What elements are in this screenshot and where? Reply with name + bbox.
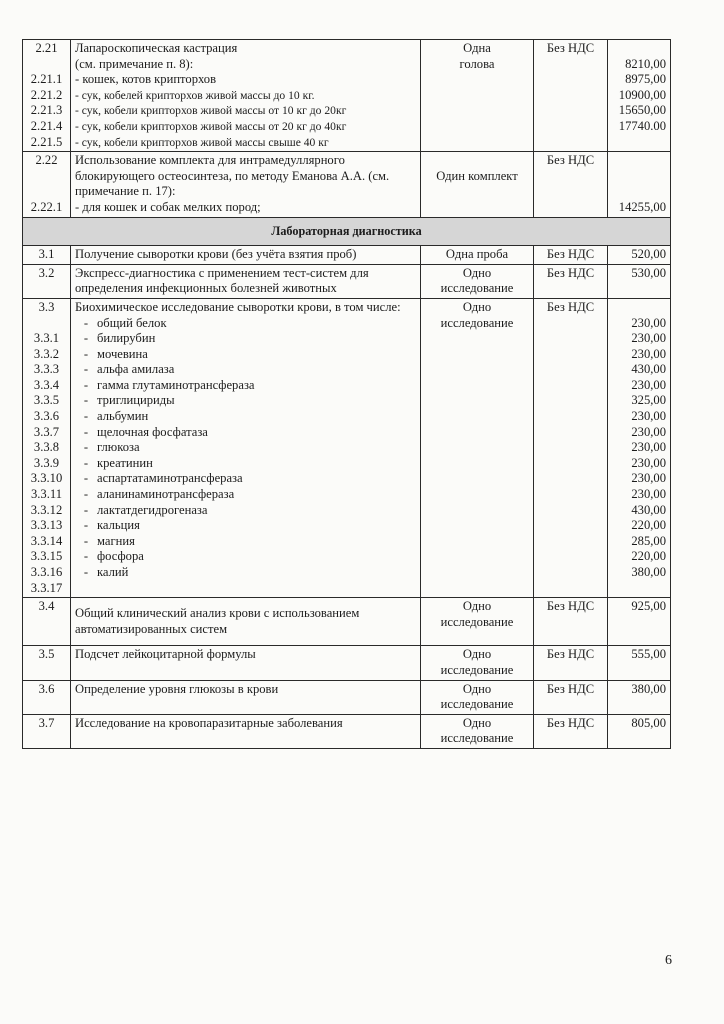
sub-item-price: 430,00 [631, 362, 666, 377]
price-cell: 530,00 [608, 264, 671, 298]
sub-item-price: 230,00 [631, 440, 666, 455]
sub-item-number: 3.3.4 [33, 377, 60, 392]
sub-item-name: калий [97, 565, 129, 579]
sub-item-name: магния [97, 533, 135, 548]
unit-cell: Один комплект [421, 152, 534, 217]
dash-marker: - [83, 549, 89, 564]
sub-item-price: 430,00 [631, 502, 666, 517]
price-cell: 520,00 [608, 246, 671, 265]
row-number-cell: 3.3 3.3.1 3.3.2 3.3.3 3.3.4 3.3.5 3.3.6 3.3.7 3.3.8 3.3.9 3.3.10 3.3.11 3.3.12 3.3.13 3.3.14 3.3.15 3.3.16 3.3.17 [23, 298, 71, 597]
unit-cell: Одно исследование [421, 264, 534, 298]
service-name-cell: Общий клинический анализ крови с использованием автоматизированных систем [71, 598, 421, 646]
sub-item-name: альфа амилаза [97, 362, 175, 377]
sub-item-price: 220,00 [631, 549, 666, 564]
sub-item [75, 331, 416, 347]
dash-marker: - [83, 455, 89, 470]
dash-marker: - [83, 518, 89, 533]
unit-cell: Одно исследование [421, 598, 534, 646]
vat-cell: Без НДС [534, 40, 608, 152]
sub-item-number: 3.3.1 [33, 331, 60, 346]
sub-item-number: 3.3.7 [33, 424, 60, 439]
sub-item-name: щелочная фосфатаза [97, 424, 208, 439]
sub-item-price: 285,00 [631, 533, 666, 548]
sub-item-price: 325,00 [631, 393, 666, 408]
table-row-3-3 [23, 298, 671, 597]
service-title: Биохимическое исследование сыворотки крови, в том числе: [75, 299, 401, 314]
sub-item [75, 471, 416, 487]
page-number: 6 [665, 953, 672, 968]
sub-item-price: 380,00 [631, 565, 666, 579]
service-name-cell [71, 298, 421, 597]
sub-item: - сук, кобелей крипторхов живой массы до 10 кг. [75, 88, 315, 102]
sub-item-number: 3.3.3 [33, 362, 60, 377]
sub-item-name: билирубин [97, 331, 156, 346]
table-row-2-21 [23, 40, 671, 152]
sub-item [75, 440, 416, 456]
sub-item [75, 565, 416, 581]
sub-item-name: триглицириды [97, 393, 175, 408]
sub-item-number: 3.3.12 [30, 502, 63, 517]
vat-cell: Без НДС [534, 680, 608, 714]
unit-cell: Одно исследование [421, 298, 534, 597]
vat-cell: Без НДС [534, 646, 608, 680]
dash-marker: - [83, 315, 89, 330]
sub-item-name: общий белок [97, 315, 167, 330]
row-number-cell: 3.7 [23, 714, 71, 748]
unit-cell: Одно исследование [421, 646, 534, 680]
price-cell [608, 298, 671, 597]
dash-marker: - [83, 424, 89, 439]
dash-marker: - [83, 377, 89, 392]
sub-item-price: 230,00 [631, 424, 666, 439]
dash-marker: - [83, 440, 89, 455]
sub-item-name: гамма глутаминотрансфераза [97, 377, 255, 392]
sub-price-list [612, 316, 666, 581]
sub-item-price: 230,00 [631, 409, 666, 424]
sub-item [75, 534, 416, 550]
vat-cell: Без НДС [534, 152, 608, 217]
sub-item-name: глюкоза [97, 440, 140, 455]
sub-item [75, 487, 416, 503]
sub-item-number: 3.3.6 [33, 409, 60, 424]
dash-marker: - [83, 533, 89, 548]
row-number-cell: 2.21 2.21.1 2.21.2 2.21.3 2.21.4 2.21.5 [23, 40, 71, 152]
sub-item-price: 230,00 [631, 487, 666, 502]
sub-item-name: лактатдегидрогеназа [97, 502, 208, 517]
dash-marker: - [83, 331, 89, 346]
sub-item [75, 425, 416, 441]
sub-item-number: 3.3.17 [30, 580, 63, 595]
service-title: Лапароскопическая кастрация [75, 41, 238, 55]
sub-item-price: 230,00 [631, 455, 666, 470]
sub-item-price: 230,00 [631, 346, 666, 361]
row-number-cell: 2.22 2.22.1 [23, 152, 71, 217]
sub-item: - сук, кобели крипторхов живой массы свыше 40 кг [75, 135, 329, 149]
sub-item-name: аланинаминотрансфераза [97, 487, 235, 502]
table-row-3-5 [23, 646, 671, 680]
table-row-2-22 [23, 152, 671, 217]
sub-item [75, 378, 416, 394]
dash-marker: - [83, 471, 89, 486]
service-name-cell: Исследование на кровопаразитарные заболевания [71, 714, 421, 748]
unit-cell: Одна проба [421, 246, 534, 265]
price-cell: 925,00 [608, 598, 671, 646]
sub-item [75, 362, 416, 378]
sub-item-price: 230,00 [631, 377, 666, 392]
sub-item-price: 230,00 [631, 315, 666, 330]
price-cell: 555,00 [608, 646, 671, 680]
service-name-cell: Подсчет лейкоцитарной формулы [71, 646, 421, 680]
unit-cell: Одна голова [421, 40, 534, 152]
unit-cell: Одно исследование [421, 714, 534, 748]
table-row-3-6 [23, 680, 671, 714]
price-cell: 380,00 [608, 680, 671, 714]
sub-item-number: 3.3.2 [33, 346, 60, 361]
sub-item [75, 347, 416, 363]
sub-item-number: 3.3.5 [33, 393, 60, 408]
sub-item-number: 3.3.11 [30, 487, 63, 502]
section-header-row [23, 217, 671, 246]
dash-marker: - [83, 346, 89, 361]
vat-cell: Без НДС [534, 714, 608, 748]
sub-item [75, 393, 416, 409]
sub-item: - для кошек и собак мелких пород; [75, 199, 261, 214]
sub-item [75, 456, 416, 472]
sub-item-list [75, 316, 416, 581]
sub-item-name: креатинин [97, 455, 153, 470]
row-number-cell: 3.2 [23, 264, 71, 298]
sub-item-name: кальция [97, 518, 140, 533]
row-number-cell: 3.5 [23, 646, 71, 680]
section-title: Лабораторная диагностика [23, 217, 671, 246]
sub-item-number: 3.3.8 [33, 440, 60, 455]
row-number-cell: 3.1 [23, 246, 71, 265]
sub-item-name: альбумин [97, 409, 149, 424]
service-name-cell: Экспресс-диагностика с применением тест-систем для определения инфекционных болезней животных [71, 264, 421, 298]
sub-item [75, 549, 416, 565]
sub-number-list [27, 331, 66, 596]
row-number-cell: 3.4 [23, 598, 71, 646]
dash-marker: - [83, 565, 89, 579]
vat-cell: Без НДС [534, 598, 608, 646]
dash-marker: - [83, 487, 89, 502]
dash-marker: - [83, 409, 89, 424]
service-name-cell: Определение уровня глюкозы в крови [71, 680, 421, 714]
sub-item-name: мочевина [97, 346, 148, 361]
service-note: (см. примечание п. 8): [75, 56, 194, 71]
sub-item-number: 3.3.13 [30, 518, 63, 533]
vat-cell: Без НДС [534, 298, 608, 597]
unit-cell: Одно исследование [421, 680, 534, 714]
sub-item-number: 3.3.14 [30, 533, 63, 548]
service-name-cell: Получение сыворотки крови (без учёта взятия проб) [71, 246, 421, 265]
sub-item-price: 220,00 [631, 518, 666, 533]
service-title: Использование комплекта для интрамедуллярного блокирующего остеосинтеза, по методу Еманова А.А. (см. примечание п. 17): [75, 153, 390, 199]
service-name-cell [71, 40, 421, 152]
sub-item-name: аспартатаминотрансфераза [97, 471, 243, 486]
service-name-cell [71, 152, 421, 217]
dash-marker: - [83, 362, 89, 377]
sub-item: - сук, кобели крипторхов живой массы от 20 кг до 40кг [75, 119, 347, 133]
table-row-3-4 [23, 598, 671, 646]
row-number-cell: 3.6 [23, 680, 71, 714]
sub-item-number: 3.3.9 [33, 455, 60, 470]
price-cell: 805,00 [608, 714, 671, 748]
sub-item [75, 503, 416, 519]
sub-item-name: фосфора [97, 549, 144, 564]
sub-item-price: 230,00 [631, 471, 666, 486]
sub-item: - сук, кобели крипторхов живой массы от 10 кг до 20кг [75, 104, 347, 118]
price-cell: 8210,00 8975,00 10900,00 15650,00 17740.00 [608, 40, 671, 152]
sub-item-number: 3.3.16 [30, 565, 63, 579]
price-cell: 14255,00 [608, 152, 671, 217]
sub-item: - кошек, котов крипторхов [75, 72, 217, 87]
sub-item-number: 3.3.15 [30, 549, 63, 564]
sub-item [75, 316, 416, 332]
sub-item [75, 518, 416, 534]
price-list-table [22, 39, 671, 749]
dash-marker: - [83, 393, 89, 408]
vat-cell: Без НДС [534, 246, 608, 265]
sub-item [75, 409, 416, 425]
table-row-3-2 [23, 264, 671, 298]
table-row-3-7 [23, 714, 671, 748]
vat-cell: Без НДС [534, 264, 608, 298]
sub-item-price: 230,00 [631, 331, 666, 346]
dash-marker: - [83, 502, 89, 517]
table-row-3-1 [23, 246, 671, 265]
sub-item-number: 3.3.10 [30, 471, 63, 486]
